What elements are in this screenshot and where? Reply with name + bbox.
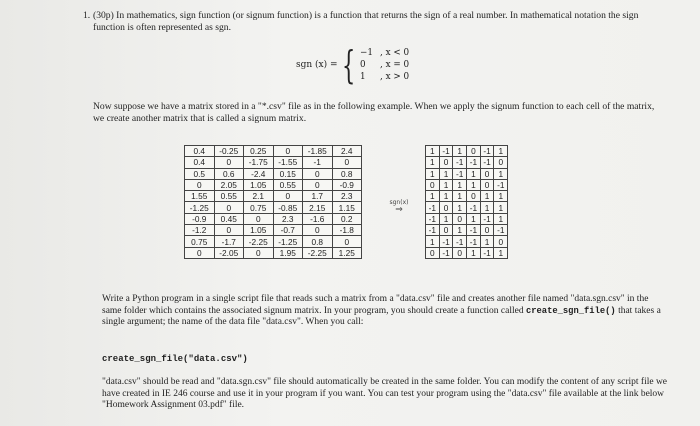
input-matrix-cell: -1.25 — [273, 236, 303, 247]
signum-matrix-cell: -1 — [480, 213, 494, 224]
input-matrix-cell: -0.25 — [214, 146, 244, 157]
signum-matrix-cell: 1 — [494, 202, 508, 213]
input-matrix-row — [185, 146, 362, 157]
input-matrix-cell: 0.8 — [332, 168, 362, 179]
input-matrix-cell: 0 — [303, 179, 333, 190]
input-matrix-cell: 0 — [273, 191, 303, 202]
signum-matrix-cell: -1 — [467, 225, 481, 236]
signum-matrix-cell: 1 — [426, 157, 440, 168]
input-matrix-cell: 1.05 — [244, 225, 274, 236]
signum-matrix-cell: -1 — [467, 157, 481, 168]
signum-matrix-cell: -1 — [426, 213, 440, 224]
input-matrix-cell: 0 — [214, 225, 244, 236]
signum-matrix-cell: 1 — [494, 146, 508, 157]
signum-matrix-cell: 1 — [480, 236, 494, 247]
signum-matrix-cell: 0 — [439, 157, 453, 168]
signum-matrix-cell: 1 — [426, 146, 440, 157]
input-matrix-row — [185, 157, 362, 168]
input-matrix-cell: 0.8 — [303, 236, 333, 247]
signum-matrix-cell: 0 — [467, 191, 481, 202]
input-matrix-cell: -1.25 — [185, 202, 215, 213]
input-matrix-cell: -2.25 — [303, 247, 333, 258]
signum-matrix-cell: 0 — [480, 179, 494, 190]
signum-matrix-cell: 1 — [494, 168, 508, 179]
input-matrix-cell: -0.85 — [273, 202, 303, 213]
signum-matrix-cell: -1 — [453, 157, 467, 168]
signum-matrix-cell: -1 — [494, 225, 508, 236]
signum-matrix-row — [426, 157, 508, 168]
input-matrix-cell: -1.85 — [303, 146, 333, 157]
formula-lhs: sgn (x) = — [296, 60, 338, 70]
input-matrix-row — [185, 202, 362, 213]
signum-matrix-cell: 0 — [426, 247, 440, 258]
signum-matrix-cell: 1 — [453, 202, 467, 213]
formula-case: 0 , x = 0 — [360, 60, 410, 70]
signum-matrix-cell: -1 — [480, 247, 494, 258]
signum-matrix-cell: -1 — [426, 225, 440, 236]
signum-matrix-cell: 1 — [494, 213, 508, 224]
input-matrix-row — [185, 247, 362, 258]
input-matrix — [184, 145, 362, 259]
signum-matrix-cell: 1 — [426, 168, 440, 179]
signum-matrix-cell: 1 — [439, 191, 453, 202]
input-matrix-cell: 0 — [332, 236, 362, 247]
signum-matrix-cell: -1 — [453, 168, 467, 179]
signum-matrix-cell: 0 — [439, 202, 453, 213]
matrix-description: Now suppose we have a matrix stored in a "*.csv" file as in the following example. When we apply the signum function to each cell of the matrix, we create another matrix that is called a signum matrix. — [93, 101, 655, 124]
signum-matrix-row — [426, 168, 508, 179]
input-matrix-cell: -1.55 — [273, 157, 303, 168]
input-matrix-cell: -1.8 — [332, 225, 362, 236]
signum-matrix-cell: -1 — [453, 236, 467, 247]
question-intro: (30p) In mathematics, sign function (or signum function) is a function that returns the sign of a real number. In mathematical notation the sign function is often represented as sgn. — [93, 10, 639, 33]
signum-matrix — [425, 145, 508, 259]
input-matrix-cell: -0.7 — [273, 225, 303, 236]
function-name: create_sgn_file() — [525, 305, 616, 316]
input-matrix-cell: 0.25 — [244, 146, 274, 157]
signum-matrix-cell: 1 — [467, 247, 481, 258]
input-matrix-cell: 0 — [185, 179, 215, 190]
signum-matrix-cell: -1 — [439, 247, 453, 258]
input-matrix-row — [185, 191, 362, 202]
input-matrix-cell: 0.55 — [273, 179, 303, 190]
input-matrix-cell: 0 — [244, 213, 274, 224]
input-matrix-cell: 1.15 — [332, 202, 362, 213]
signum-matrix-row — [426, 225, 508, 236]
input-matrix-cell: 0 — [244, 247, 274, 258]
input-matrix-cell: 0 — [214, 157, 244, 168]
signum-matrix-cell: -1 — [494, 179, 508, 190]
signum-matrix-cell: 1 — [426, 236, 440, 247]
input-matrix-cell: -2.25 — [244, 236, 274, 247]
input-matrix-cell: 0 — [273, 146, 303, 157]
input-matrix-cell: 1.55 — [185, 191, 215, 202]
signum-matrix-row — [426, 202, 508, 213]
signum-matrix-row — [426, 191, 508, 202]
input-matrix-row — [185, 213, 362, 224]
signum-matrix-cell: 0 — [453, 213, 467, 224]
input-matrix-cell: 0.4 — [185, 146, 215, 157]
signum-matrix-cell: 0 — [480, 225, 494, 236]
signum-matrix-cell: -1 — [467, 202, 481, 213]
signum-matrix-cell: 0 — [439, 225, 453, 236]
arrow-label: sgn(x) — [389, 199, 409, 206]
signum-matrix-cell: 1 — [467, 179, 481, 190]
signum-matrix-cell: 1 — [453, 179, 467, 190]
input-matrix-cell: -1.2 — [185, 225, 215, 236]
input-matrix-row — [185, 179, 362, 190]
signum-matrix-row — [426, 247, 508, 258]
input-matrix-row — [185, 236, 362, 247]
signum-matrix-cell: 1 — [467, 168, 481, 179]
input-matrix-cell: 0.5 — [185, 168, 215, 179]
signum-matrix-row — [426, 213, 508, 224]
signum-matrix-cell: 0 — [426, 179, 440, 190]
input-matrix-cell: 2.05 — [214, 179, 244, 190]
input-matrix-cell: 2.4 — [332, 146, 362, 157]
signum-matrix-cell: 0 — [494, 157, 508, 168]
input-matrix-cell: 0.4 — [185, 157, 215, 168]
input-matrix-cell: 0 — [303, 168, 333, 179]
input-matrix-cell: 1.25 — [332, 247, 362, 258]
signum-matrix-cell: 1 — [480, 202, 494, 213]
input-matrix-cell: -1.6 — [303, 213, 333, 224]
signum-matrix-cell: 0 — [453, 247, 467, 258]
arrow-icon: ⇒ — [395, 205, 403, 215]
input-matrix-cell: 0 — [303, 225, 333, 236]
input-matrix-row — [185, 225, 362, 236]
input-matrix-cell: 2.3 — [273, 213, 303, 224]
question-number: 1. — [83, 10, 91, 21]
signum-matrix-cell: 0 — [494, 236, 508, 247]
signum-matrix-cell: 1 — [453, 225, 467, 236]
input-matrix-cell: 0.45 — [214, 213, 244, 224]
signum-matrix-row — [426, 179, 508, 190]
signum-matrix-cell: 1 — [453, 191, 467, 202]
input-matrix-cell: -2.4 — [244, 168, 274, 179]
signum-matrix-cell: 1 — [426, 191, 440, 202]
signum-matrix-row — [426, 236, 508, 247]
signum-matrix-cell: 1 — [453, 146, 467, 157]
signum-matrix-cell: -1 — [467, 236, 481, 247]
signum-matrix-cell: 1 — [480, 191, 494, 202]
signum-matrix-cell: 1 — [494, 191, 508, 202]
signum-matrix-cell: 1 — [439, 168, 453, 179]
input-matrix-cell: 1.7 — [303, 191, 333, 202]
signum-matrix-row — [426, 146, 508, 157]
formula-brace: { — [342, 43, 356, 87]
input-matrix-row — [185, 168, 362, 179]
task-description: Write a Python program in a single script file that reads such a matrix from a "data.csv" file and creates another file named "data.sgn.csv" in the same folder which contains the associated signum matrix. In your program, you should create a function called create_sgn_file() that takes a single argument; the name of the data file "data.csv". When you call: — [102, 294, 661, 328]
signum-arrow — [384, 199, 414, 214]
input-matrix-cell: -0.9 — [332, 179, 362, 190]
input-matrix-cell: 0 — [185, 247, 215, 258]
formula-case: 1 , x > 0 — [360, 72, 410, 82]
file-instructions: "data.csv" should be read and "data.sgn.csv" file should automatically be created in the same folder. You can modify the content of any script file we have created in IE 246 course and use it in your program if you want. You can test your program using the "data.csv" file available at the link below "Homework Assignment 03.pdf" file. — [102, 377, 668, 411]
input-matrix-cell: -1 — [303, 157, 333, 168]
formula-case: −1 , x < 0 — [360, 48, 410, 58]
input-matrix-cell: 1.95 — [273, 247, 303, 258]
input-matrix-cell: -1.7 — [214, 236, 244, 247]
input-matrix-cell: 0 — [214, 202, 244, 213]
input-matrix-cell: 0.6 — [214, 168, 244, 179]
signum-matrix-cell: 1 — [439, 213, 453, 224]
code-example: create_sgn_file("data.csv") — [102, 354, 248, 364]
input-matrix-cell: 1.05 — [244, 179, 274, 190]
input-matrix-cell: 2.15 — [303, 202, 333, 213]
input-matrix-cell: 0.55 — [214, 191, 244, 202]
input-matrix-cell: 0.75 — [185, 236, 215, 247]
input-matrix-cell: 0 — [332, 157, 362, 168]
signum-matrix-cell: -1 — [480, 146, 494, 157]
input-matrix-cell: 0.75 — [244, 202, 274, 213]
input-matrix-cell: -2.05 — [214, 247, 244, 258]
input-matrix-cell: 0.2 — [332, 213, 362, 224]
signum-matrix-cell: -1 — [439, 146, 453, 157]
signum-matrix-cell: 1 — [494, 247, 508, 258]
input-matrix-cell: 2.3 — [332, 191, 362, 202]
input-matrix-cell: 2.1 — [244, 191, 274, 202]
input-matrix-cell: -0.9 — [185, 213, 215, 224]
signum-matrix-cell: -1 — [439, 236, 453, 247]
signum-matrix-cell: -1 — [480, 157, 494, 168]
input-matrix-cell: -1.75 — [244, 157, 274, 168]
signum-matrix-cell: -1 — [426, 202, 440, 213]
signum-matrix-cell: 0 — [480, 168, 494, 179]
input-matrix-cell: 0.15 — [273, 168, 303, 179]
signum-matrix-cell: 1 — [439, 179, 453, 190]
signum-matrix-cell: 1 — [467, 213, 481, 224]
signum-matrix-cell: 0 — [467, 146, 481, 157]
